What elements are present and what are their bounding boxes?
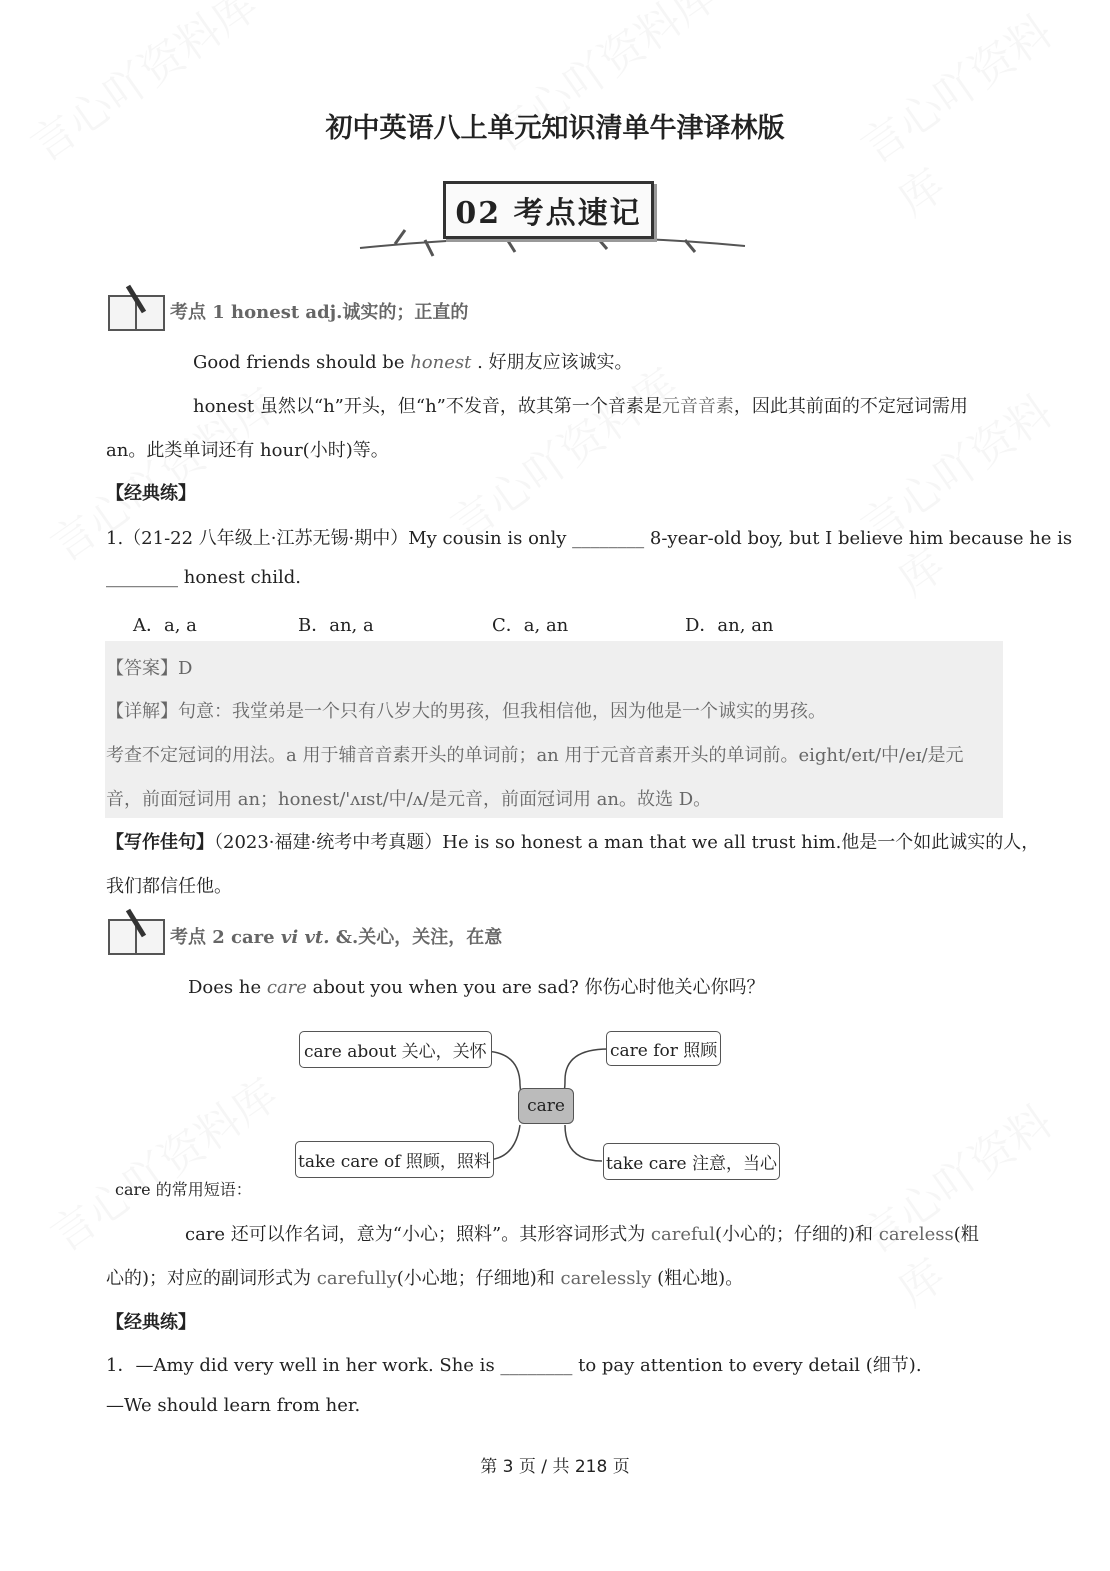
writing-sentence-cont: 我们都信任他。	[106, 876, 232, 897]
banner-label: 02 考点速记	[443, 181, 654, 239]
point1-heading: 考点 1 honest adj.诚实的；正直的	[170, 302, 469, 323]
page-title: 初中英语八上单元知识清单牛津译林版	[325, 113, 785, 144]
mind-map	[290, 1025, 790, 1190]
mind-map-node: care for 照顾	[606, 1031, 721, 1066]
point1-note-cont: an。此类单词还有 hour(小时)等。	[106, 440, 389, 461]
answer: 【答案】D	[106, 658, 193, 679]
option-b: B．an, a	[298, 615, 374, 636]
point2-note: care 还可以作名词，意为“小心；照料”。其形容词形式为 careful(小心的；仔细的)和 careless(粗	[185, 1224, 979, 1245]
watermark	[16, 0, 269, 174]
point2-example: Does he care about you when you are sad? 你伤心时他关心你吗？	[188, 977, 765, 998]
question-1-cont: —We should learn from her.	[106, 1395, 361, 1416]
option-d: D．an, an	[685, 615, 774, 636]
mind-map-node: take care 注意，当心	[603, 1143, 780, 1180]
answer-detail: 【详解】句意：我堂弟是一个只有八岁大的男孩，但我相信他，因为他是一个诚实的男孩。	[106, 701, 826, 722]
book-pen-icon	[106, 908, 168, 958]
point2-heading: 考点 2 care vi vt. &.关心，关注，在意	[170, 927, 503, 948]
option-a: A．a, a	[133, 615, 197, 636]
question-1-cont: ________ honest child.	[106, 567, 302, 588]
mind-map-node: care about 关心，关怀	[299, 1031, 492, 1068]
mind-map-center: care	[518, 1088, 574, 1124]
point1-example: Good friends should be honest . 好朋友应该诚实。	[193, 352, 633, 373]
page-number: 第 3 页 / 共 218 页	[480, 1457, 630, 1477]
answer-explain-cont: 音，前面冠词用 an；honest/'ʌɪst/中/ʌ/是元音，前面冠词用 an。故选 D。	[106, 789, 712, 810]
section-banner	[355, 178, 750, 273]
practice-label: 【经典练】	[106, 483, 196, 504]
watermark	[846, 1070, 1110, 1318]
practice-label: 【经典练】	[106, 1312, 196, 1333]
answer-explain: 考查不定冠词的用法。a 用于辅音音素开头的单词前；an 用于元音音素开头的单词前。eight/eɪt/中/eɪ/是元	[106, 745, 964, 766]
book-pen-icon	[106, 284, 168, 334]
option-c: C．a, an	[492, 615, 569, 636]
mind-map-node: take care of 照顾，照料	[295, 1141, 494, 1178]
phrases-label: care 的常用短语：	[115, 1180, 252, 1199]
question-1: 1．—Amy did very well in her work. She is ________ to pay attention to every detail (细节).	[106, 1355, 922, 1376]
point2-note-cont: 心的)；对应的副词形式为 carefully(小心地；仔细地)和 carelessly (粗心地)。	[106, 1268, 744, 1289]
point1-note: honest 虽然以“h”开头，但“h”不发音，故其第一个音素是元音音素，因此其前面的不定冠词需用	[193, 396, 968, 417]
writing-sentence: 【写作佳句】（2023·福建·统考中考真题）He is so honest a man that we all trust him.他是一个如此诚实的人，	[106, 832, 1040, 853]
question-1: 1.（21-22 八年级上·江苏无锡·期中）My cousin is only ________ 8-year-old boy, but I believe him because he is	[106, 528, 1073, 549]
